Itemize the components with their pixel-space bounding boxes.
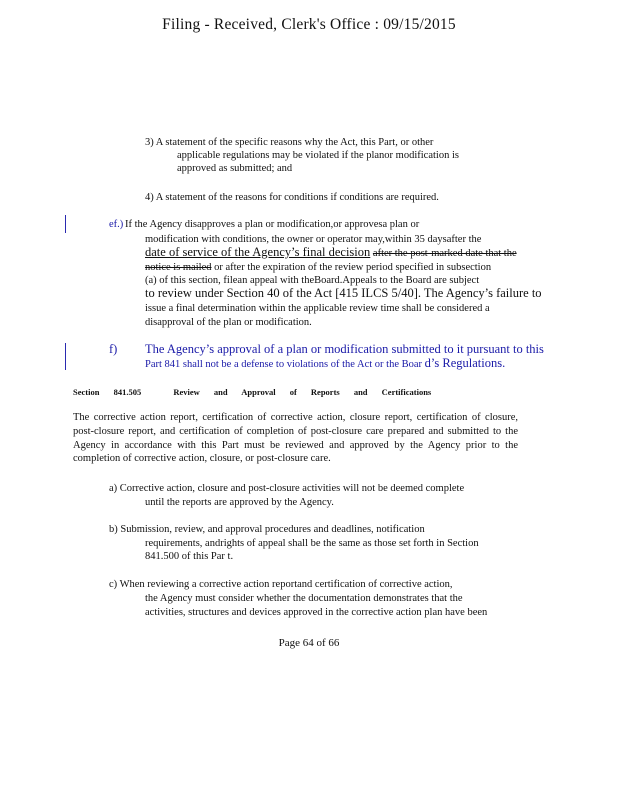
section-paragraph: The corrective action report, certification of corrective action, closure report, certification of closure, post-closure report, and certification of completion of post-closure care prepared and submitted to the Agency in accordance with this Part must be reviewed and approved by the Agency prior to the completion of corrective action, closure, or post-closure care. (73, 412, 518, 465)
item-f-label: ef.) (109, 219, 124, 230)
item-f-line-4-rest: or after the expiration of the review period specified in subsection (214, 262, 492, 273)
change-bar (65, 343, 66, 370)
item-c-line-3: activities, structures and devices approved in the corrective action plan have been (145, 607, 488, 618)
item-c-line-1: c) When reviewing a corrective action reportand certification of corrective action, (109, 579, 453, 590)
item-b-line-1: b) Submission, review, and approval procedures and deadlines, notification (109, 524, 425, 535)
item-f-line-5: (a) of this section, filean appeal with theBoard.Appeals to the Board are subject (145, 275, 480, 286)
item-f-line-8: disapproval of the plan or modification. (145, 317, 312, 328)
section-number: Section 841.505 (73, 387, 142, 397)
item-f2-label: f) (109, 342, 118, 356)
item-4: 4) A statement of the reasons for conditions if conditions are required. (145, 192, 439, 203)
struck-text: after the post-marked date that the (372, 248, 517, 259)
item-f-line-1: If the Agency disapproves a plan or modification,or approvesa plan or (125, 219, 420, 230)
item-f-line-3 (145, 246, 517, 260)
section-heading (73, 387, 431, 397)
item-f-line-4 (145, 261, 491, 274)
item-f2-line-2-a: Part 841 shall not be a defense to violations of the Act or the Boar (145, 359, 423, 370)
item-3-line-2: applicable regulations may be violated if the planor modification is (177, 150, 459, 161)
item-3-line-1: 3) A statement of the specific reasons why the Act, this Part, or other (145, 137, 434, 148)
item-a-line-1: a) Corrective action, closure and post-closure activities will not be deemed complete (109, 483, 465, 494)
section-title: Review and Approval of Reports and Certifications (173, 387, 432, 397)
change-bar (65, 215, 66, 233)
item-f-inserted-review: to review under Section 40 of the Act [415 ILCS 5/40]. The Agency’s failure to (145, 286, 542, 300)
item-c-line-2: the Agency must consider whether the documentation demonstrates that the (145, 593, 463, 604)
item-3-line-3: approved as submitted; and (177, 163, 293, 174)
item-f-line-2: modification with conditions, the owner or operator may,within 35 daysafter the (145, 234, 482, 245)
page-number: Page 64 of 66 (278, 637, 340, 649)
item-f2-line-2-b: d’s Regulations. (424, 356, 506, 370)
item-f2-line-1: The Agency’s approval of a plan or modification submitted to it pursuant to this (145, 342, 544, 356)
item-b-line-3: 841.500 of this Par t. (145, 551, 234, 562)
item-b-line-2: requirements, andrights of appeal shall be the same as those set forth in Section (145, 538, 479, 549)
item-a-line-2: until the reports are approved by the Agency. (145, 497, 334, 508)
item-f2-line-2 (145, 357, 505, 371)
filing-header: Filing - Received, Clerk's Office : 09/15/2015 (162, 16, 456, 33)
inserted-text: date of service of the Agency’s final decision (145, 245, 371, 259)
item-f-line-7: issue a final determination within the applicable review time shall be considered a (145, 303, 490, 314)
struck-text: notice is mailed (145, 262, 212, 273)
